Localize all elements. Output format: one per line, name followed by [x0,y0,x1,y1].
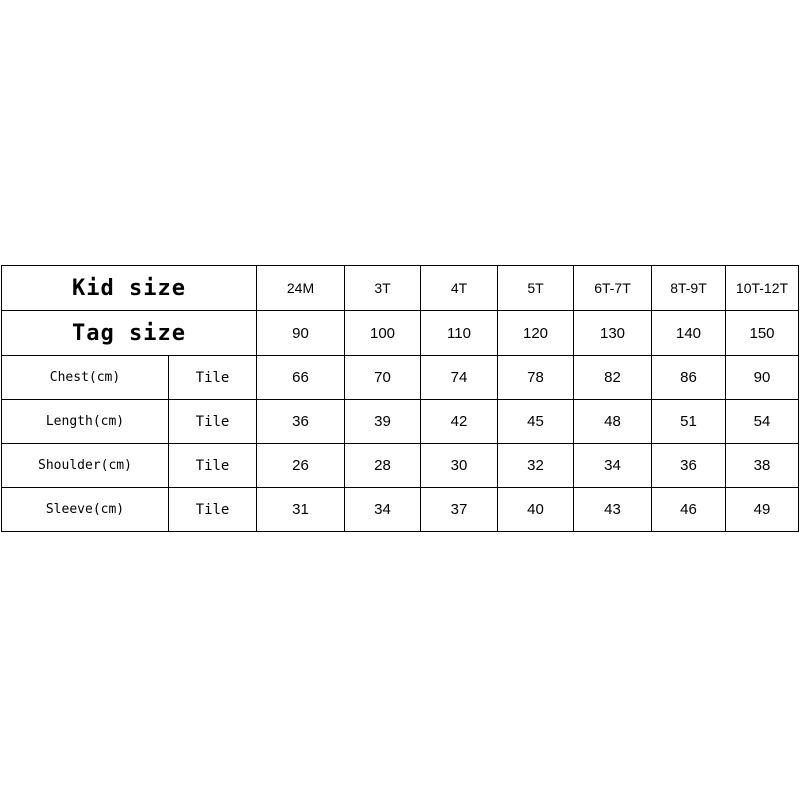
measurement-value: 46 [652,488,726,532]
measurement-value: 26 [257,444,345,488]
measurement-value: 82 [574,356,652,400]
kid-size-label: Kid size [2,266,257,311]
tag-size-cell: 120 [498,311,574,356]
measurement-value: 51 [652,400,726,444]
measurement-value: 90 [726,356,799,400]
measurement-value: 31 [257,488,345,532]
kid-size-cell: 5T [498,266,574,311]
measurement-value: 36 [257,400,345,444]
measurement-value: 70 [345,356,421,400]
sleeve-row [2,488,799,532]
measurement-value: 78 [498,356,574,400]
measurement-value: 66 [257,356,345,400]
measurement-method: Tile [169,488,257,532]
measurement-value: 42 [421,400,498,444]
kid-size-cell: 8T-9T [652,266,726,311]
measurement-value: 49 [726,488,799,532]
measurement-value: 38 [726,444,799,488]
measurement-value: 36 [652,444,726,488]
measurement-value: 34 [574,444,652,488]
tag-size-cell: 90 [257,311,345,356]
measurement-name: Chest(cm) [2,356,169,400]
measurement-value: 43 [574,488,652,532]
measurement-value: 86 [652,356,726,400]
measurement-value: 48 [574,400,652,444]
measurement-value: 37 [421,488,498,532]
measurement-method: Tile [169,400,257,444]
kid-size-cell: 10T-12T [726,266,799,311]
tag-size-row [2,311,799,356]
measurement-value: 39 [345,400,421,444]
measurement-value: 30 [421,444,498,488]
kid-size-cell: 24M [257,266,345,311]
length-row [2,400,799,444]
measurement-value: 28 [345,444,421,488]
kid-size-cell: 4T [421,266,498,311]
tag-size-cell: 150 [726,311,799,356]
tag-size-cell: 140 [652,311,726,356]
shoulder-row [2,444,799,488]
measurement-value: 32 [498,444,574,488]
kid-size-cell: 3T [345,266,421,311]
measurement-value: 45 [498,400,574,444]
measurement-value: 54 [726,400,799,444]
tag-size-cell: 100 [345,311,421,356]
tag-size-label: Tag size [2,311,257,356]
measurement-name: Length(cm) [2,400,169,444]
chest-row [2,356,799,400]
size-chart-table [1,265,799,532]
measurement-value: 40 [498,488,574,532]
measurement-name: Shoulder(cm) [2,444,169,488]
measurement-value: 74 [421,356,498,400]
kid-size-cell: 6T-7T [574,266,652,311]
measurement-name: Sleeve(cm) [2,488,169,532]
measurement-method: Tile [169,444,257,488]
tag-size-cell: 110 [421,311,498,356]
kid-size-row [2,266,799,311]
measurement-method: Tile [169,356,257,400]
tag-size-cell: 130 [574,311,652,356]
measurement-value: 34 [345,488,421,532]
